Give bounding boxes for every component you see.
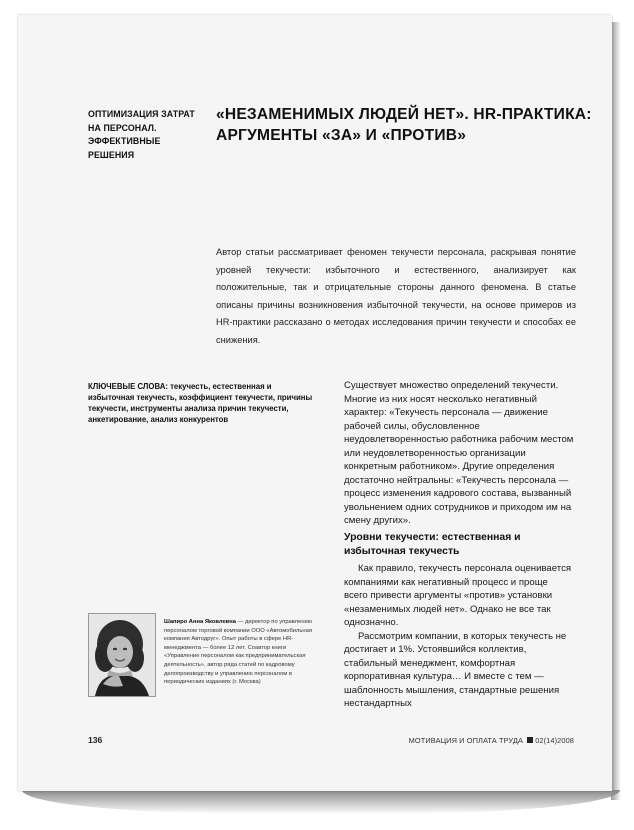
article-abstract: [216, 244, 576, 349]
square-bullet-icon: [527, 737, 533, 743]
article-title: [216, 104, 596, 146]
title-line: «НЕЗАМЕНИМЫХ ЛЮДЕЙ НЕТ». HR-ПРАКТИКА:: [216, 106, 592, 123]
author-name: Шапиро Анна Яковлевна: [164, 619, 236, 625]
body-paragraph: Существует множество определений текучести. Многие из них носят несколько негативный характер: «Текучесть персонала — движение рабочей силы, обусловленное неудовлетворенностью работника рабочим местом или неудовлетворенностью организации конкретным работником». Другие определения достаточно нейтральны: «Текучесть персонала — процесс изменения кадрового состава, вызванный увольнением одних сотрудников и приходом им на смену других».: [344, 380, 574, 526]
page-shadow-right: [611, 22, 621, 800]
author-bio: [164, 618, 322, 687]
section-line: ОПТИМИЗАЦИЯ ЗАТРАТ: [88, 109, 195, 119]
keywords-text: текучесть, естественная и избыточная текучесть, коэффициент текучести, причины текучести, инструменты анализа причин текучести, анкетирование, анализ конкурентов: [88, 382, 313, 424]
author-photo: [88, 613, 156, 697]
title-line: АРГУМЕНТЫ «ЗА» И «ПРОТИВ»: [216, 127, 467, 144]
body-paragraph: Как правило, текучесть персонала оценивается компаниями как негативный процесс и проще всего привести аргументы «против» установки «незаменимых людей нет». Однако не все так однозначно.: [344, 563, 572, 628]
page-number: 136: [88, 735, 103, 745]
subheading: Уровни текучести: естественная и избыточная текучесть: [344, 532, 521, 557]
section-line: ЭФФЕКТИВНЫЕ РЕШЕНИЯ: [88, 136, 161, 160]
author-portrait-image: [89, 614, 155, 696]
keywords-label: КЛЮЧЕВЫЕ СЛОВА:: [88, 382, 168, 391]
journal-name: МОТИВАЦИЯ И ОПЛАТА ТРУДА: [408, 736, 524, 745]
body-column-top: [344, 379, 574, 528]
page-shadow-bottom: [22, 790, 620, 814]
abstract-text: Автор статьи рассматривает феномен текучести персонала, раскрывая понятие уровней текучести: избыточного и естественного, анализирует как положительные, так и отрицательные стороны данного феномена. В статье описаны причины возникновения избыточной текучести, на основе примеров из HR-практики рассказано о методах исследования причин текучести и способах ее снижения.: [216, 247, 576, 345]
journal-footer: [409, 736, 574, 745]
section-line: НА ПЕРСОНАЛ.: [88, 122, 157, 133]
body-column-bottom: [344, 562, 574, 711]
journal-issue: 02(14)2008: [535, 736, 574, 745]
section-heading: [88, 108, 206, 162]
author-description: — директор по управлению персоналом торговой компании ООО «Автомобильная компания Автодруг». Опыт работы в сфере HR-менеджмента — более 12 лет. Соавтор книги «Управление персоналом как предпринимательская деятельность», автор ряда статей по кадровому делопроизводству и управлению персоналом в периодических изданиях (г. Москва): [164, 619, 313, 686]
keywords-block: [88, 381, 314, 425]
body-paragraph: Рассмотрим компании, в которых текучесть не достигает и 1%. Устоявшийся коллектив, стабильный менеджмент, комфортная корпоративная культура… И вместе с тем — шаблонность мышления, стандартные решения нестандартных: [344, 630, 567, 709]
